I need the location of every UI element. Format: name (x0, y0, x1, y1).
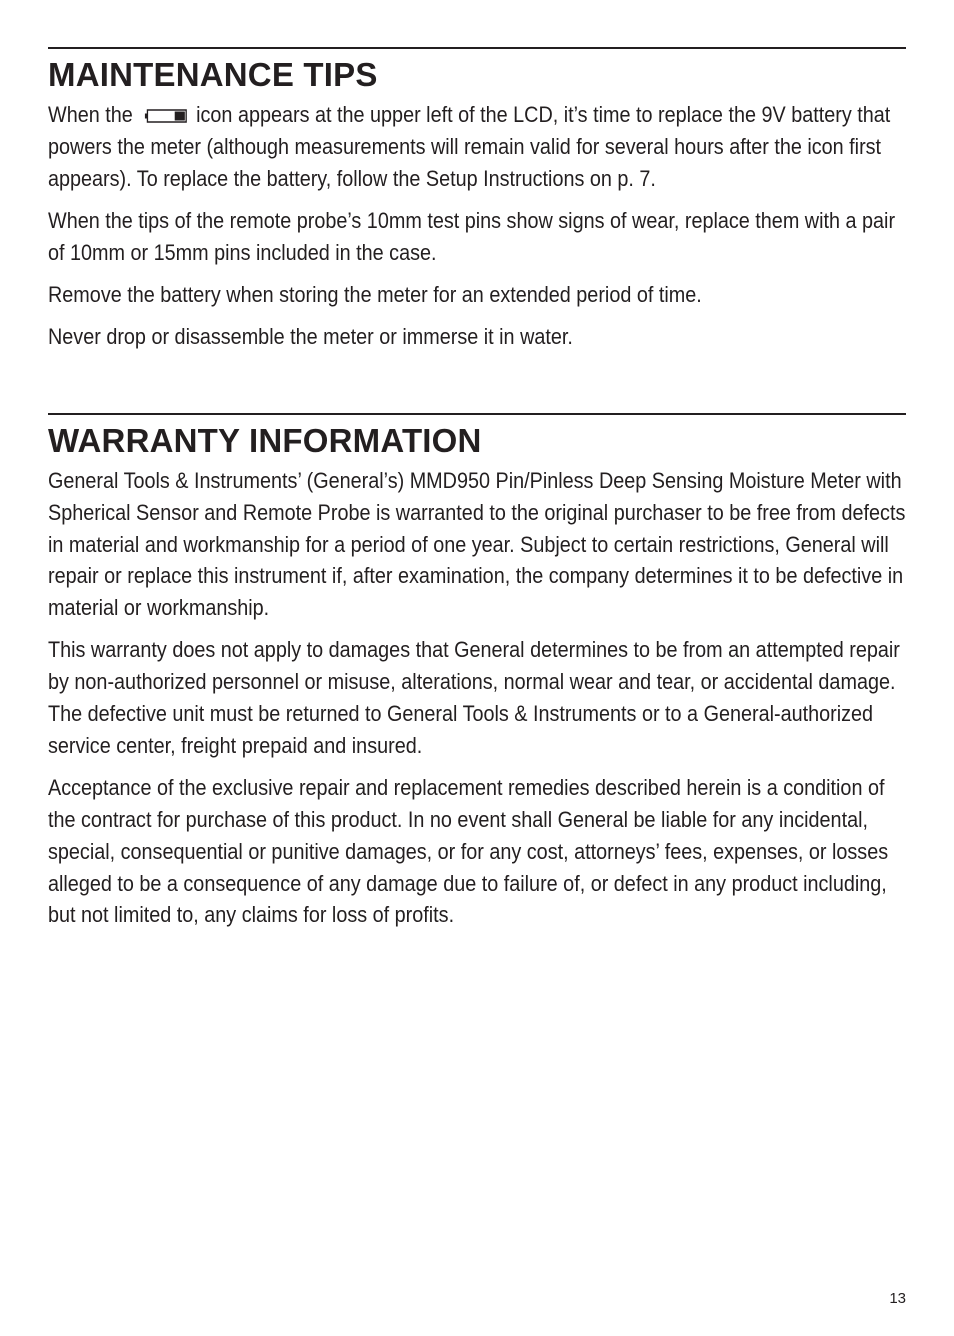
low-battery-icon (145, 109, 187, 123)
warranty-paragraph-3: Acceptance of the exclusive repair and replacement remedies described herein is a condition of the contract for purchase of this product. In no event shall General be liable for any incidental, special, consequential or punitive damages, or for any cost, attorneys’ fees, expenses, or losses alleged to be a consequence of any damage due to failure of, or defect in any product including, but not limited to, any claims for loss of profits. (48, 775, 889, 928)
paragraph-text-start: When the (48, 102, 133, 127)
warranty-section (48, 413, 906, 942)
maintenance-paragraph-3: Remove the battery when storing the meter for an extended period of time. (48, 281, 702, 307)
page-number: 13 (889, 1290, 906, 1307)
section-divider (48, 413, 906, 415)
warranty-paragraph-1: General Tools & Instruments’ (General’s) MMD950 Pin/Pinless Deep Sensing Moisture Meter with Spherical Sensor and Remote Probe is warranted to the original purchaser to be free from defects in material and workmanship for a period of one year. Subject to certain restrictions, General will repair or replace this instrument if, after examination, the company determines it to be defective in material or workmanship. (48, 468, 906, 621)
maintenance-heading: MAINTENANCE TIPS (48, 56, 378, 93)
maintenance-paragraph-2: When the tips of the remote probe’s 10mm test pins show signs of wear, replace them with a pair of 10mm or 15mm pins included in the case. (48, 207, 896, 265)
warranty-heading: WARRANTY INFORMATION (48, 422, 482, 459)
maintenance-paragraph-1 (48, 99, 906, 194)
paragraph-text-rest: icon appears at the upper left of the LCD, it’s time to replace the 9V battery that powers the meter (although measurements will remain valid for several hours after the icon first appears). To replace the battery, follow the Setup Instructions on p. 7. (48, 102, 891, 191)
maintenance-paragraph-4: Never drop or disassemble the meter or immerse it in water. (48, 324, 573, 350)
maintenance-section (48, 47, 906, 364)
section-divider (48, 47, 906, 49)
warranty-paragraph-2: This warranty does not apply to damages that General determines to be from an attempted repair by non-authorized personnel or misuse, alterations, normal wear and tear, or accidental damage. The defective unit must be returned to General Tools & Instruments or to a General-authorized service center, freight prepaid and insured. (48, 637, 900, 758)
